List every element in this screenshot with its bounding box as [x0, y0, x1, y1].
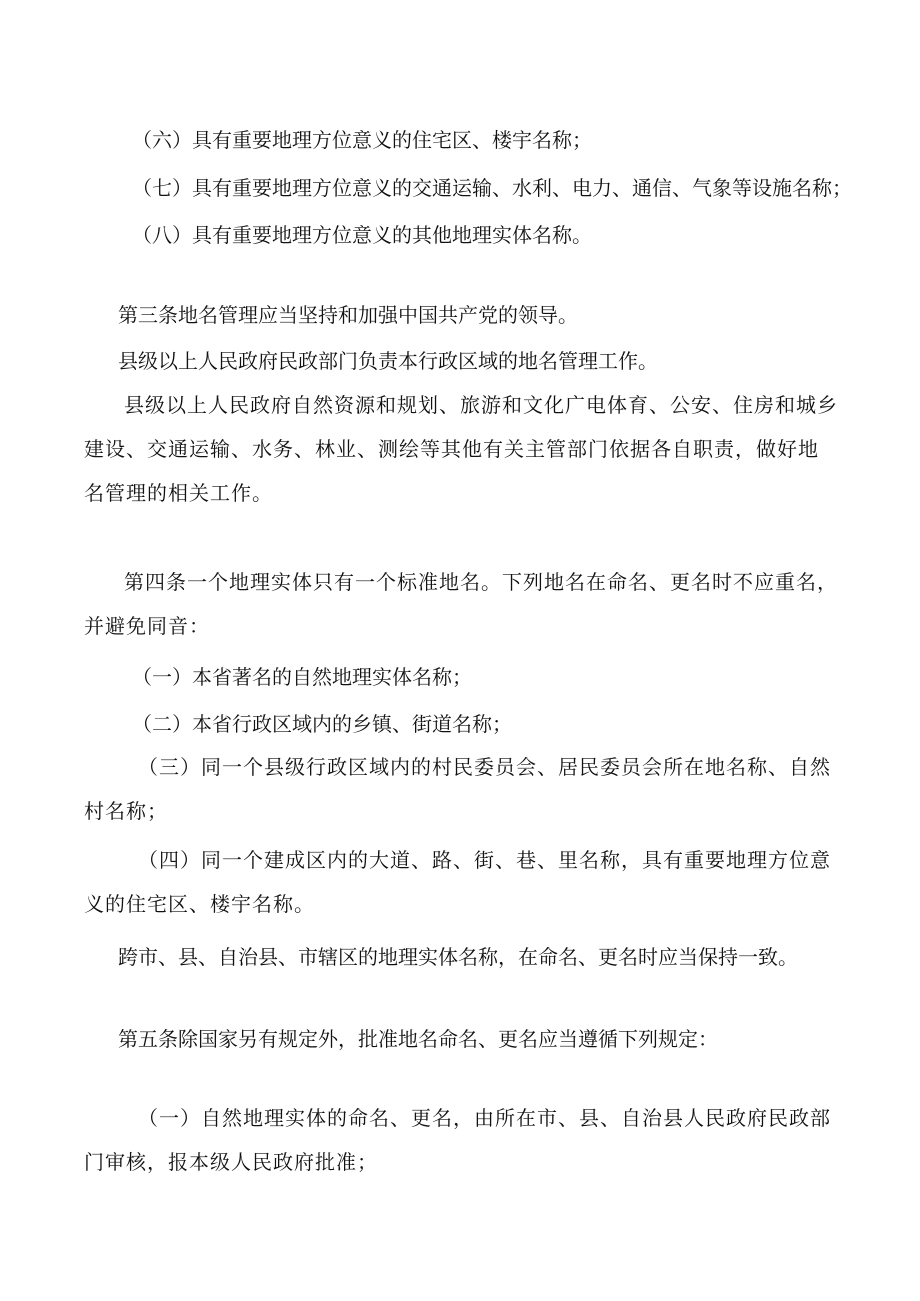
article-4-item-3: （三）同一个县级行政区域内的村民委员会、居民委员会所在地名称、自然村名称；: [84, 755, 831, 823]
article-3-title: 第三条地名管理应当坚持和加强中国共产党的领导。: [118, 303, 578, 327]
article-4-item-4: （四）同一个建成区内的大道、路、街、巷、里名称，具有重要地理方位意义的住宅区、楼宇名称。: [84, 848, 831, 916]
article-4-item-2: （二）本省行政区域内的乡镇、街道名称；: [132, 712, 512, 736]
item-8-other: （八）具有重要地理方位意义的其他地理实体名称。: [132, 223, 592, 247]
article-5-title: 第五条除国家另有规定外，批准地名命名、更名应当遵循下列规定：: [118, 1027, 718, 1051]
article-5-item-1: （一）自然地理实体的命名、更名，由所在市、县、自治县人民政府民政部门审核，报本级人民政府批准；: [84, 1106, 831, 1174]
article-4-title: 第四条一个地理实体只有一个标准地名。下列地名在命名、更名时不应重名，并避免同音：: [84, 570, 838, 638]
item-7-infrastructure: （七）具有重要地理方位意义的交通运输、水利、电力、通信、气象等设施名称；: [132, 176, 852, 200]
article-3-paragraph-2: 县级以上人民政府自然资源和规划、旅游和文化广电体育、公安、住房和城乡建设、交通运输、水务、林业、测绘等其他有关主管部门依据各自职责，做好地名管理的相关工作。: [84, 393, 838, 505]
article-4-item-1: （一）本省著名的自然地理实体名称；: [132, 665, 472, 689]
article-4-paragraph-2: 跨市、县、自治县、市辖区的地理实体名称，在命名、更名时应当保持一致。: [118, 945, 798, 969]
item-6-residential: （六）具有重要地理方位意义的住宅区、楼宇名称；: [132, 128, 592, 152]
article-3-paragraph-1: 县级以上人民政府民政部门负责本行政区域的地名管理工作。: [118, 349, 658, 373]
